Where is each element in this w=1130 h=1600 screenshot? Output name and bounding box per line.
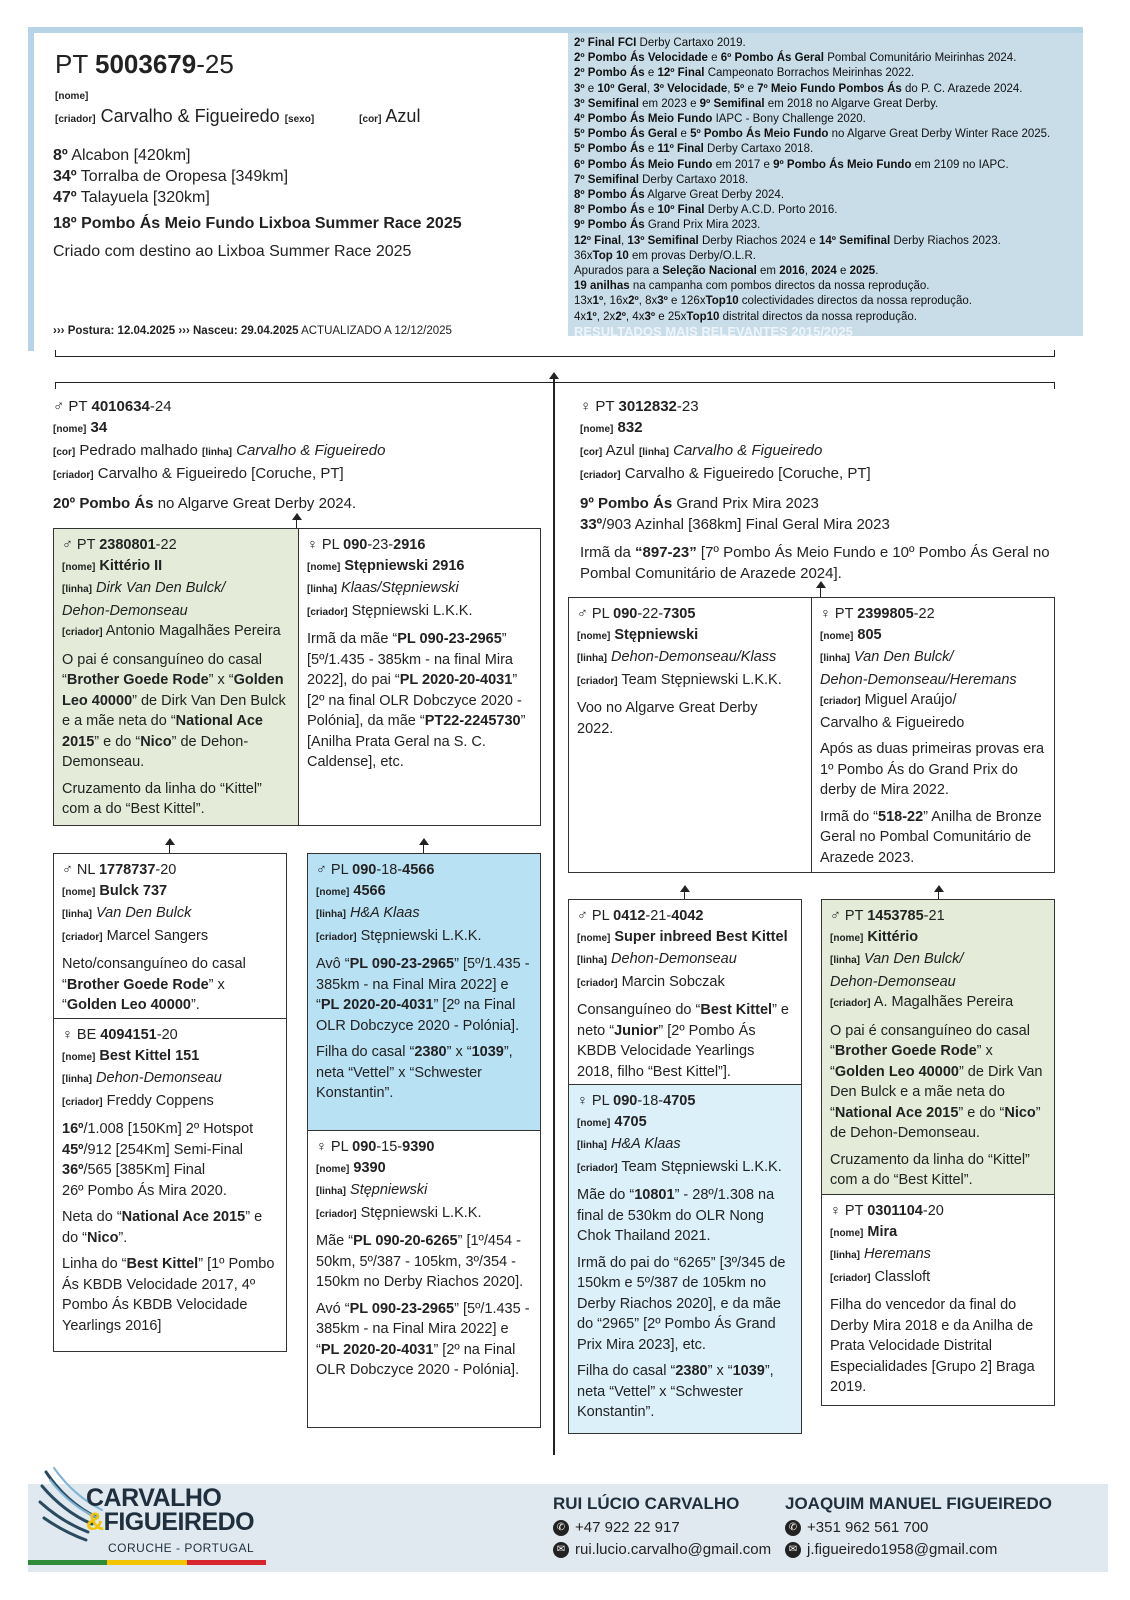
contact1-phone: +47 922 22 917 — [575, 1519, 680, 1536]
fm-note: Irmã da mãe “PL 090-23-2965” [5º/1.435 - 385km - na final Mira 2022], do pai “PL 2020-20-4031” [2º na final OLR Dobczyce 2020 - Polónia], da mãe “PT22-2245730” [Anilha Prata Geral na S. C. Caldense], etc. — [307, 631, 526, 770]
achievement-item: 5º Pombo Ás e 11º Final Derby Cartaxo 2018. — [574, 143, 814, 156]
main-breeder-row: [criador] Carvalho & Figueiredo [sexo] [cor] Azul — [55, 106, 421, 126]
fmf-note: Avô “PL 090-23-2965” [5º/1.435 - 385km - na Final Mira 2022] e “PL 2020-20-4031” [2º na Final OLR Dobczyce 2020 - Polónia]. — [316, 956, 530, 1034]
contact1-email-row — [553, 1541, 771, 1558]
achievement-item: 2º Pombo Ás e 12º Final Campeonato Borrachos Meirinhas 2022. — [574, 67, 915, 80]
fmf-box: ♂ PL 090-18-4566 [nome] 4566 [linha] H&A Klaas [criador] Stępniewski L.K.K. Avô “PL 090-23-2965” [5º/1.435 - 385km - na Final Mira 2022] e “PL 2020-20-4031” [2º na Final OLR Dobczyce 2020 - Polónia]. Filha do casal “2380” x “1039”, neta “Vettel” x “Schwester Konstantin”. — [307, 853, 541, 1131]
contact2-name: JOAQUIM MANUEL FIGUEIREDO — [785, 1494, 1052, 1513]
achievements-panel — [568, 33, 1083, 336]
email-icon: ✉ — [553, 1542, 569, 1558]
mfm-note-3: Filha do casal “2380” x “1039”, neta “Vettel” x “Schwester Konstantin”. — [577, 1363, 774, 1420]
dates-row: ››› Postura: 12.04.2025 ››› Nasceu: 29.04.2025 ACTUALIZADO A 12/12/2025 — [53, 325, 452, 337]
tree-center-line — [553, 375, 555, 1455]
fff-note: Neto/consanguíneo do casal “Brother Goede Rode” x “Golden Leo 40000”. — [62, 956, 246, 1013]
achievement-item: 5º Pombo Ás Geral e 5º Pombo Ás Meio Fundo no Algarve Great Derby Winter Race 2025. — [574, 128, 1051, 141]
mff-box: ♂ PL 0412-21-4042 [nome] Super inbreed Best Kittel [linha] Dehon-Demonseau [criador] Marcin Sobczak Consanguíneo do “Best Kittel” e neto “Junior” [2º Pombo Ás KBDB Velocidade Yearlings 2018, filho “Best Kittel”]. — [568, 899, 802, 1085]
phone-icon: ✆ — [553, 1520, 569, 1536]
main-ring-number: PT 5003679-25 — [55, 49, 234, 79]
achievements-title: RESULTADOS MAIS RELEVANTES 2015/2025 — [574, 324, 853, 336]
ffm-note: Neta do “National Ace 2015” e do “Nico”. — [62, 1209, 263, 1246]
ffm-results: 16º/1.008 [150Km] 2º Hotspot 45º/912 [254Km] Semi-Final 36º/565 [385Km] Final 26º Pombo Ás Mira 2020. — [62, 1121, 254, 1199]
email-icon: ✉ — [785, 1542, 801, 1558]
achievement-item: 19 anilhas na campanha com pombos directos da nossa reprodução. — [574, 280, 930, 293]
mfm-note: Mãe do “10801” - 28º/1.308 na final de 530km do OLR Nong Chok Thailand 2021. — [577, 1187, 775, 1244]
mfm-box: ♀ PL 090-18-4705 [nome] 4705 [linha] H&A Klaas [criador] Team Stępniewski L.K.K. Mãe do “10801” - 28º/1.308 na final de 530km do OLR Nong Chok Thailand 2021. Irmã do pai do “6265” [3º/345 de 150km e 5º/387 de 105km no Derby Riachos 2020], e da mãe do “2965” [2º Pombo Ás Grand Prix Mira 2023], etc. Filha do casal “2380” x “1039”, neta “Vettel” x “Schwester Konstantin”. — [568, 1084, 802, 1434]
achievement-item: 4º Pombo Ás Meio Fundo IAPC - Bony Challenge 2020. — [574, 113, 866, 126]
portugal-flag-stripe — [28, 1560, 266, 1565]
mff-note: Consanguíneo do “Best Kittel” e neto “Junior” [2º Pombo Ás KBDB Velocidade Yearlings 2018, filho “Best Kittel”]. — [577, 1002, 789, 1080]
mmf-box: ♂ PT 1453785-21 [nome] Kittério [linha] Van Den Bulck/ Dehon-Demonseau [criador] A. Magalhães Pereira O pai é consanguíneo do casal “Brother Goede Rode” x “Golden Leo 40000” de Dirk Van Den Bulck e a mãe neta do “National Ace 2015” e do “Nico” de Dehon-Demonseau. Cruzamento da linha do “Kittel” com a do “Best Kittel”. — [821, 899, 1055, 1195]
arrow-icon — [549, 372, 559, 379]
ffm-note-2: Linha do “Best Kittel” [1º Pombo Ás KBDB Velocidade 2017, 4º Pombo Ás KBDB Velocidade Yearlings 2016] — [62, 1256, 275, 1334]
mmf-note-2: Cruzamento da linha do “Kittel” com a do “Best Kittel”. — [830, 1151, 1030, 1188]
main-results: 8º Alcabon [420km] 34º Torralba de Oropesa [349km] 47º Talayuela [320km] — [53, 147, 289, 206]
fff-box: ♂ NL 1778737-20 [nome] Bulck 737 [linha] Van Den Bulck [criador] Marcel Sangers Neto/consanguíneo do casal “Brother Goede Rode” x “Golden Leo 40000”. — [53, 853, 287, 1019]
achievement-item: 8º Pombo Ás Algarve Great Derby 2024. — [574, 189, 785, 202]
father-block: ♂ PT 4010634-24 [nome] 34 [cor] Pedrado malhado [linha] Carvalho & Figueiredo [criador] Carvalho & Figueiredo [Coruche, PT] 20º Pombo Ás no Algarve Great Derby 2024. — [53, 398, 386, 512]
fmm-box: ♀ PL 090-15-9390 [nome] 9390 [linha] Stępniewski [criador] Stępniewski L.K.K. Mãe “PL 090-20-6265” [1º/454 - 50km, 5º/387 - 105km, 3º/354 - 150km no Derby Riachos 2020]. Avó “PL 090-23-2965” [5º/1.435 - 385km - na Final Mira 2022] e “PL 2020-20-4031” [2º na Final OLR Dobczyce 2020 - Polónia]. — [307, 1130, 541, 1428]
contact2-email[interactable]: j.figueiredo1958@gmail.com — [807, 1541, 998, 1558]
fmf-note-2: Filha do casal “2380” x “1039”, neta “Vettel” x “Schwester Konstantin”. — [316, 1044, 513, 1101]
mmm-note: Filha do vencedor da final do Derby Mira 2018 e da Anilha de Prata Velocidade Distrital Especialidades [Grupo 2] Braga 2019. — [830, 1297, 1035, 1395]
achievement-item: 9º Pombo Ás Grand Prix Mira 2023. — [574, 219, 761, 232]
mf-note: Voo no Algarve Great Derby 2022. — [577, 700, 758, 737]
tree-second-line — [55, 382, 1055, 383]
mm-box: ♀ PT 2399805-22 [nome] 805 [linha] Van Den Bulck/ Dehon-Demonseau/Heremans [criador] Miguel Araújo/ Carvalho & Figueiredo Após as duas primeiras provas era 1º Pombo Ás do Grand Prix do derby de Mira 2022. Irmã do “518-22” Anilha de Bronze Geral no Pombal Comunitário de Arazede 2023. — [811, 597, 1055, 873]
achievement-item: 13x1º, 16x2º, 8x3º e 126xTop10 colectividades directos da nossa reprodução. — [574, 295, 972, 308]
main-highlight: 18º Pombo Ás Meio Fundo Lixboa Summer Race 2025 — [53, 215, 462, 232]
header-panel — [28, 27, 1108, 367]
ff-note: O pai é consanguíneo do casal “Brother Goede Rode” x “Golden Leo 40000” de Dirk Van Den Bulck e a mãe neta do “National Ace 2015” e do “Nico” de Dehon-Demonseau. — [62, 651, 286, 770]
mf-box: ♂ PL 090-22-7305 [nome] Stępniewski [linha] Dehon-Demonseau/Klass [criador] Team Stępniewski L.K.K. Voo no Algarve Great Derby 2022. — [568, 597, 812, 873]
mmm-box: ♀ PT 0301104-20 [nome] Mira [linha] Heremans [criador] Classloft Filha do vencedor da final do Derby Mira 2018 e da Anilha de Prata Velocidade Distrital Especialidades [Grupo 2] Braga 2019. — [821, 1194, 1055, 1406]
ff-note-2: Cruzamento da linha do “Kittel” com a do “Best Kittel”. — [62, 780, 262, 817]
flag-stripe-segment — [107, 1560, 186, 1565]
mm-note-2: Irmã do “518-22” Anilha de Bronze Geral no Pombal Comunitário de Arazede 2023. — [820, 808, 1042, 866]
achievement-item: 36xTop 10 em provas Derby/O.L.R. — [574, 249, 756, 262]
tree-top-line — [55, 356, 1055, 357]
contact2-phone: +351 962 561 700 — [807, 1519, 929, 1536]
logo-text: CARVALHO &FIGUEIREDO — [86, 1484, 255, 1536]
achievement-item: 6º Pombo Ás Meio Fundo em 2017 e 9º Pombo Ás Meio Fundo em 2109 no IAPC. — [574, 158, 1009, 171]
achievement-item: 4x1º, 2x2º, 4x3º e 25xTop10 distrital directos da nossa reprodução. — [574, 310, 917, 323]
ffm-box: ♀ BE 4094151-20 [nome] Best Kittel 151 [linha] Dehon-Demonseau [criador] Freddy Coppens 16º/1.008 [150Km] 2º Hotspot 45º/912 [254Km] Semi-Final 36º/565 [385Km] Final 26º Pombo Ás Mira 2020. Neta do “National Ace 2015” e do “Nico”. Linha do “Best Kittel” [1º Pombo Ás KBDB Velocidade 2017, 4º Pombo Ás KBDB Velocidade Yearlings 2016] — [53, 1018, 287, 1352]
contact2-email-row — [785, 1541, 997, 1558]
achievement-item: 7º Semifinal Derby Cartaxo 2018. — [574, 173, 749, 186]
achievement-item: 8º Pombo Ás e 10º Final Derby A.C.D. Porto 2016. — [574, 204, 838, 217]
tree-tick — [1054, 382, 1055, 389]
tree-connector — [820, 587, 821, 597]
logo-subtitle: CORUCHE - PORTUGAL — [108, 1541, 255, 1555]
achievement-item: 3º Semifinal em 2023 e 9º Semifinal em 2018 no Algarve Great Derby. — [574, 97, 939, 110]
contact1-phone-row — [553, 1519, 680, 1536]
footer — [28, 1484, 1108, 1572]
fm-box: ♀ PL 090-23-2916 [nome] Stępniewski 2916 [linha] Klaas/Stępniewski [criador] Stępniewski L.K.K. Irmã da mãe “PL 090-23-2965” [5º/1.435 - 385km - na final Mira 2022], do pai “PL 2020-20-4031” [2º na final OLR Dobczyce 2020 - Polónia], da mãe “PT22-2245730” [Anilha Prata Geral na S. C. Caldense], etc. — [298, 528, 541, 826]
mfm-note-2: Irmã do pai do “6265” [3º/345 de 150km e 5º/387 de 105km no Derby Riachos 2020], e da mãe do “2965” [2º Pombo Ás Grand Prix Mira 2023], etc. — [577, 1254, 786, 1353]
achievement-item: 3º e 10º Geral, 3º Velocidade, 5º e 7º Meio Fundo Pombos Ás do P. C. Arazede 2024. — [574, 82, 1023, 95]
achievement-item: 2º Final FCI Derby Cartaxo 2019. — [574, 37, 746, 49]
ff-box: ♂ PT 2380801-22 [nome] Kittério II [linha] Dirk Van Den Bulck/ Dehon-Demonseau [criador] Antonio Magalhães Pereira O pai é consanguíneo do casal “Brother Goede Rode” x “Golden Leo 40000” de Dirk Van Den Bulck e a mãe neta do “National Ace 2015” e do “Nico” de Dehon-Demonseau. Cruzamento da linha do “Kittel” com a do “Best Kittel”. — [53, 528, 299, 826]
main-note: Criado com destino ao Lixboa Summer Race 2025 — [53, 243, 412, 260]
contact1-email[interactable]: rui.lucio.carvalho@gmail.com — [575, 1541, 772, 1558]
fmm-note: Mãe “PL 090-20-6265” [1º/454 - 50km, 5º/387 - 105km, 3º/354 - 150km no Derby Riachos 2020]. — [316, 1233, 524, 1290]
nome-label: [nome] — [55, 91, 89, 102]
contact2-phone-row — [785, 1519, 928, 1536]
header-left-bar — [28, 27, 34, 351]
mmf-note: O pai é consanguíneo do casal “Brother Goede Rode” x “Golden Leo 40000” de Dirk Van Den Bulck e a mãe neta do “National Ace 2015” e do “Nico” de Dehon-Demonseau. — [830, 1022, 1043, 1141]
achievement-item: Apurados para a Seleção Nacional em 2016, 2024 e 2025. — [574, 265, 879, 278]
phone-icon: ✆ — [785, 1520, 801, 1536]
tree-top-tick-right — [1054, 350, 1055, 357]
main-color: Azul — [385, 106, 421, 126]
main-breeder: Carvalho & Figueiredo — [100, 106, 280, 126]
flag-stripe-segment — [28, 1560, 107, 1565]
tree-top-tick-left — [55, 350, 56, 357]
fmm-note-2: Avó “PL 090-23-2965” [5º/1.435 - 385km - na Final Mira 2022] e “PL 2020-20-4031” [2º na Final OLR Dobczyce 2020 - Polónia]. — [316, 1300, 530, 1378]
achievement-item: 12º Final, 13º Semifinal Derby Riachos 2024 e 14º Semifinal Derby Riachos 2023. — [574, 234, 1001, 247]
mm-note: Após as duas primeiras provas era 1º Pombo Ás do Grand Prix do derby de Mira 2022. — [820, 741, 1045, 798]
achievement-item: 2º Pombo Ás Velocidade e 6º Pombo Ás Geral Pombal Comunitário Meirinhas 2024. — [574, 52, 1017, 65]
contact1-name: RUI LÚCIO CARVALHO — [553, 1494, 740, 1513]
flag-stripe-segment — [187, 1560, 266, 1565]
mother-block: ♀ PT 3012832-23 [nome] 832 [cor] Azul [linha] Carvalho & Figueiredo [criador] Carvalho & Figueiredo [Coruche, PT] 9º Pombo Ás Grand Prix Mira 2023 33º/903 Azinhal [368km] Final Geral Mira 2023 Irmã da “897-23” [7º Pombo Ás Meio Fundo e 10º Pombo Ás Geral no Pombal Comunitário de Arazede 2024]. — [580, 398, 1050, 582]
achievements-list — [574, 36, 1077, 325]
